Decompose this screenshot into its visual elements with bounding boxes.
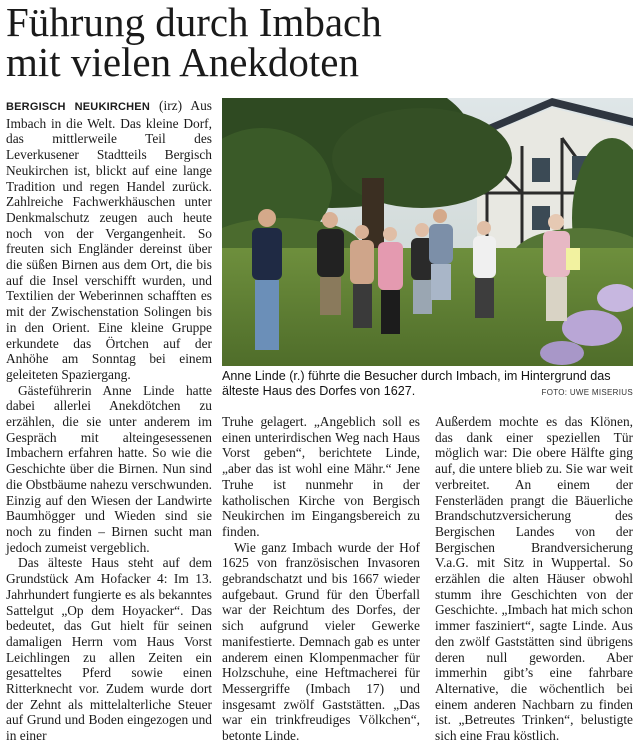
article-column-1 <box>6 98 212 744</box>
photo-group-in-garden <box>222 98 633 366</box>
photo-credit: FOTO: UWE MISERIUS <box>541 388 633 397</box>
article-paragraph: Außerdem mochte es das Klönen, das dank einer speziellen Tür möglich war: Die obere Hälfte ging auf, die untere blieb zu. Sie war weit verbreitet. An einem der Fensterläden prangt die Bäuerliche Brandschutzversicherung des Bergischen Landes von der Bergischen Brandversicherung V.a.G. mit Sitz in Wuppertal. So erzählen die alten Häuser obwohl stumm ihre Geschichten von der Geschichte. „Imbach hat mich schon immer fasziniert“, sagte Linde. Aus den zwölf Gaststätten sind übrigens deren null geworden. Aber immerhin gibt’s eine fahrbare Alternative, die wöchentlich bei einem anderen Nachbarn zu finden ist. „Betreutes Trinken“, belustigte sich eine Frau köstlich. <box>435 414 633 744</box>
headline <box>6 0 632 85</box>
dateline: BERGISCH NEUKIRCHEN <box>6 101 150 113</box>
article-column-2 <box>222 414 420 744</box>
article-photo <box>222 98 633 366</box>
article-paragraph: Wie ganz Imbach wurde der Hof 1625 von französischen Invasoren gebrandschatzt und bis 1667 wieder aufgebaut. Grund für den Überfall war der Reichtum des Dorfes, der sich aufgrund vieler Gewerke manifestierte. Demnach gab es unter anderem einen Klompenmacher für Holzschuhe, eine Heftmacherei für Messergriffe (Imbach 17) und insgesamt zwölf Gaststätten. „Das war ein trinkfreudiges Völkchen“, betonte Linde. <box>222 539 420 744</box>
article-paragraph: Gästeführerin Anne Linde hatte dabei allerlei Anekdötchen zu erzählen, die sie unter anderem im Gespräch mit alteingesessenen Imbachern erfahren hatte. So wie die Geschichte über die Birnen. Nun sind die Obstbäume nahezu verschwunden. Einzig auf den Wiesen der Landwirte Baumhögger und Wieden sind sie noch zu finden – Birnen sucht man jedoch zumeist vergeblich. <box>6 382 212 555</box>
headline-line-2: mit vielen Anekdoten <box>6 39 359 85</box>
paragraph-text: (irz) Aus Imbach in die Welt. Das kleine Dorf, das mittlerweile Teil des Leverkusener Stadtteils Bergisch Neukirchen ist, blickt auf eine lange Tradition und regen Handel zurück. Zahlreiche Fachwerkhäuschen unter Denkmalschutz zeugen auch heute noch von der Vergangenheit. So freuten sich Engländer dereinst über die süßen Birnen aus dem Ort, die bis auf die Insel verschifft wurden, und Textilien der Weberinnen schafften es mit der Zwischenstation Solingen bis in den Orient. Eine kleine Gruppe erkundete das Örtchen auf der Anhöhe am Sonntag bei einem geleiteten Spaziergang. <box>6 98 212 382</box>
headline-line-1: Führung durch Imbach <box>6 0 382 45</box>
article-paragraph <box>6 98 212 383</box>
article-paragraph: Truhe gelagert. „Angeblich soll es einen unterirdischen Weg nach Haus Vorst geben“, berichtete Linde, „aber das ist wohl eine Mähr.“ Jene Truhe ist nunmehr in der katholischen Kirche von Bergisch Neukirchen im Eingangsbereich zu finden. <box>222 414 420 539</box>
article-paragraph: Das älteste Haus steht auf dem Grundstück Am Hofacker 4: Im 13. Jahrhundert fungierte es als bekanntes Sattelgut „Op dem Hoyacker“. Das bedeutet, das Gut hielt für seinen damaligen Herrn vom Haus Vorst Leichlingen zu allen Zeiten ein gesatteltes Pferd sowie einen Ritterknecht vor. Zudem wurde dort der Zehnt als mittelalterliche Steuer auf Grund und Boden eingezogen und in einer <box>6 555 212 744</box>
photo-caption: Anne Linde (r.) führte die Besucher durch Imbach, im Hintergrund das älteste Haus des Dorfes von 1627. <box>222 369 611 398</box>
article-column-3 <box>435 414 633 744</box>
